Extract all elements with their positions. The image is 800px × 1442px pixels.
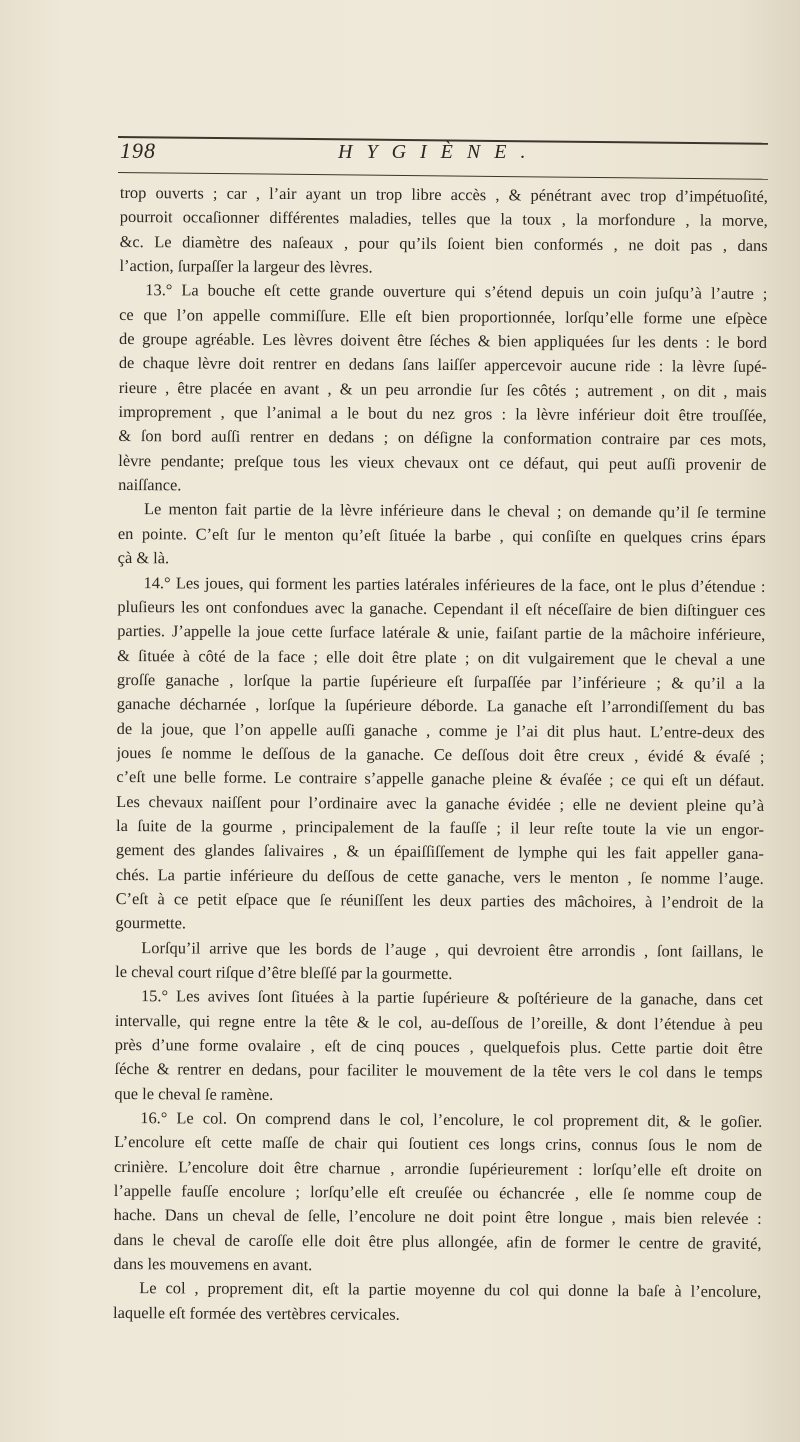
text-line: dans le cheval de caroſſe elle doit être plus allongée, afin de former le centre de gravité, [113, 1229, 762, 1253]
text-line: hache. Dans un cheval de ſelle, l’encolure ne doit point être longue , mais bien relevée : [113, 1205, 762, 1229]
text-line: chés. La partie inférieure du deſſous de cette ganache, vers le menton , ſe nomme l’auge. [115, 864, 764, 888]
text-line: de groupe agréable. Les lèvres doivent être ſéches & bien appliquées ſur les dents : le bord [118, 329, 768, 353]
text-line: laquelle eſt formée des vertèbres cervicales. [113, 1302, 400, 1324]
text-line: groſſe ganache , lorſque la partie ſupérieure eſt ſurpaſſée par l’inférieure ; & qu’il a la [116, 669, 766, 693]
text-line: trop ouverts ; car , l’air ayant un trop libre accès , & pénétrant avec trop d’impétuoſité, [119, 182, 768, 206]
paragraph-13-start: 13.° La bouche eſt cette grande ouverture qui s’étend depuis un coin juſqu’à l’autre ; [145, 280, 768, 304]
text-line: improprement , que l’animal a le bout du nez gros : la lèvre inférieur doit être trouſſée, [118, 402, 767, 426]
text-line: l’appelle fauſſe encolure ; lorſqu’elle eſt creuſée ou échancrée , elle ſe nomme coup de [113, 1181, 762, 1205]
text-line: que le cheval ſe ramène. [114, 1083, 274, 1104]
text-line: gourmette. [115, 913, 187, 933]
text-line: crinière. L’encolure doit être charnue , arrondie ſupérieurement : lorſqu’elle eſt droite on [113, 1156, 763, 1180]
text-line: parties. J’appelle la joue cette ſurface latérale & unie, faiſant partie de la mâchoire inférieure, [117, 621, 766, 645]
text-line: & ſituée à côté de la face ; elle doit être plate ; on dit vulgairement que le cheval a une [117, 645, 766, 669]
text-line: l’action, ſurpaſſer la largeur des lèvres. [119, 256, 373, 277]
paragraph-menton-start: Le menton fait partie de la lèvre inférieure dans le cheval ; on demande qu’il ſe termine [143, 499, 767, 523]
text-line: joues ſe nomme le deſſous de la ganache. Ce deſſous doit être creux , évidé & évaſé ; [116, 742, 765, 766]
text-line: le cheval court riſque d’être bleſſé par la gourmette. [115, 961, 453, 984]
text-line: dans les mouvemens en avant. [113, 1254, 313, 1275]
paragraph-14-start: 14.° Les joues, qui forment les parties latérales inférieures de la face, ont le plus d’étendue : [143, 572, 766, 596]
paragraph-15-start: 15.° Les avives ſont ſituées à la partie ſupérieure & poſtérieure de la ganache, dans cet [140, 986, 764, 1010]
text-line: pluſieurs les ont confondues avec la ganache. Cependant il eſt néceſſaire de bien diſtinguer ces [117, 596, 766, 620]
text-line: C’eſt à ce petit eſpace que ſe réuniſſent les deux parties des mâchoires, à l’endroit de la [115, 888, 764, 912]
text-line: &c. Le diamètre des naſeaux , pour qu’ils ſoient bien conformés , ne doit pas , dans [119, 231, 768, 255]
text-line: Les chevaux naiſſent pour l’ordinaire avec la ganache évidée ; elle ne devient pleine qu’à [116, 791, 765, 815]
text-line: L’encolure eſt cette maſſe de chair qui ſoutient ces longs crins, connus ſous le nom de [114, 1132, 763, 1156]
header-rule-bottom [118, 172, 768, 180]
text-line: rieure , être placée en avant , & un peu arrondie ſur ſes côtés ; autrement , on dit , mais [118, 377, 767, 401]
body-text [113, 181, 768, 1329]
page-number: 198 [120, 138, 156, 163]
text-line: ce que l’on appelle commiſſure. Elle eſt bien proportionnée, lorſqu’elle forme une eſpèce [119, 304, 768, 328]
text-line: la ſuite de la gourme , principalement de la fauſſe ; il leur reſte toute la vie un engor- [116, 815, 765, 839]
text-line: pourroit occaſionner différentes maladies, telles que la toux , la morfondure , la morve, [119, 207, 768, 231]
text-line: ganache décharnée , lorſque la ſupérieure déborde. La ganache eſt l’arrondiſſement du bas [116, 694, 765, 718]
text-line: intervalle, qui regne entre la tête & le col, au-deſſous de l’oreille, & dont l’étendue à peu [114, 1010, 763, 1034]
text-line: & ſon bord auſſi rentrer en dedans ; on déſigne la conformation contraire par ces mots, [118, 426, 767, 450]
text-line: en pointe. C’eſt ſur le menton qu’eſt ſituée la barbe , qui conſiſte en quelques crins épars [117, 523, 766, 547]
text-line: c’eſt une belle forme. Le contraire s’appelle ganache pleine & évaſée ; ce qui eſt un défaut. [116, 767, 765, 791]
text-line: de la joue, que l’on appelle auſſi ganache , comme je l’ai dit plus haut. L’entre-deux des [116, 718, 765, 742]
paragraph-col-start: Le col , proprement dit, eſt la partie moyenne du col qui donne la baſe à l’encolure, [139, 1278, 762, 1302]
text-line: de chaque lèvre doit rentrer en dedans ſans laiſſer appercevoir aucune ride : la lèvre ſupé- [118, 353, 767, 377]
paragraph-16-start: 16.° Le col. On comprend dans le col, l’encolure, le col proprement dit, & le goſier. [140, 1108, 763, 1132]
text-line: lèvre pendante; preſque tous les vieux chevaux ont ce défaut, qui peut auſſi provenir de [118, 450, 767, 474]
text-line: près d’une forme ovalaire , eſt de cinq pouces , quelquefois plus. Cette partie doit être [114, 1035, 763, 1058]
text-line: naiſſance. [118, 475, 182, 495]
paragraph-auge-start: Lorſqu’il arrive que les bords de l’auge , qui devroient être arrondis , ſont ſaillans, le [141, 937, 764, 961]
running-head: HYGIÈNE. [338, 141, 540, 163]
text-line: ſéche & rentrer en dedans, pour faciliter le mouvement de la tête vers le col dans le temps [114, 1059, 763, 1083]
text-line: gement des glandes ſalivaires , & un épaiſſiſſement de lymphe qui les fait appeller gana- [115, 840, 764, 864]
text-line: çà & là. [117, 548, 170, 568]
